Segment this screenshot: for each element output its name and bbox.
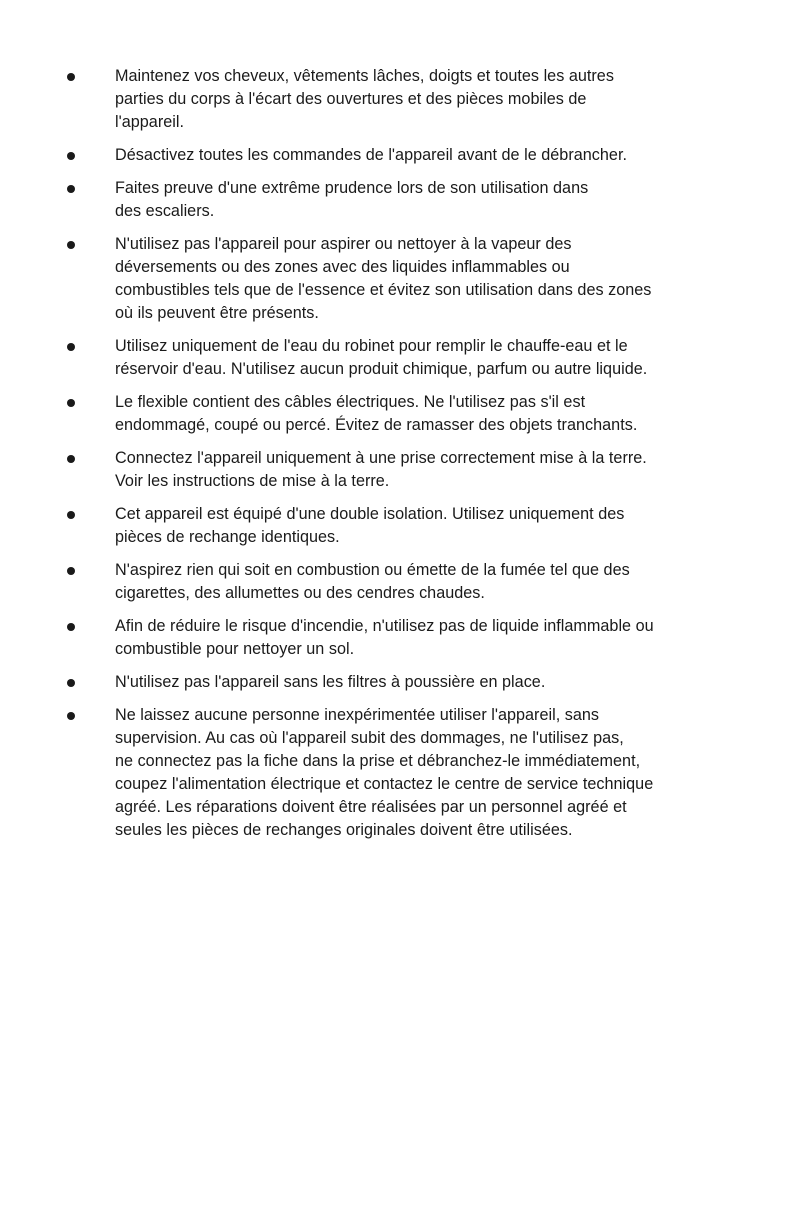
safety-instruction-item [0, 503, 793, 549]
bullet-icon [67, 455, 75, 463]
safety-instruction-text: Faites preuve d'une extrême prudence lors de son utilisation dans des escaliers. [115, 179, 589, 220]
safety-instruction-text: Utilisez uniquement de l'eau du robinet pour remplir le chauffe-eau et le réservoir d'eau. N'utilisez aucun produit chimique, parfum ou autre liquide. [115, 337, 648, 378]
bullet-icon [67, 399, 75, 407]
safety-instruction-item [0, 144, 793, 167]
safety-instruction-text: Connectez l'appareil uniquement à une prise correctement mise à la terre. Voir les instructions de mise à la terre. [115, 449, 647, 490]
bullet-icon [67, 152, 75, 160]
safety-instruction-item [0, 65, 793, 134]
safety-instruction-text: N'utilisez pas l'appareil pour aspirer ou nettoyer à la vapeur des déversements ou des zones avec des liquides inflammables ou combustibles tels que de l'essence et évitez son utilisation dans des zones où ils peuvent être présents. [115, 235, 652, 322]
bullet-icon [67, 712, 75, 720]
safety-instruction-text: Afin de réduire le risque d'incendie, n'utilisez pas de liquide inflammable ou combustible pour nettoyer un sol. [115, 617, 654, 658]
safety-instruction-text: Ne laissez aucune personne inexpérimentée utiliser l'appareil, sans supervision. Au cas où l'appareil subit des dommages, ne l'utilisez pas, ne connectez pas la fiche dans la prise et débranchez-le immédiatement, coupez l'alimentation électrique et contactez le centre de service technique agréé. Les réparations doivent être réalisées par un personnel agréé et seules les pièces de rechanges originales doivent être utilisées. [115, 706, 654, 839]
safety-instruction-item [0, 335, 793, 381]
bullet-icon [67, 623, 75, 631]
safety-instruction-item [0, 671, 793, 694]
safety-instruction-item [0, 233, 793, 325]
safety-instruction-text: N'aspirez rien qui soit en combustion ou émette de la fumée tel que des cigarettes, des allumettes ou des cendres chaudes. [115, 561, 630, 602]
safety-instruction-item [0, 177, 793, 223]
safety-instruction-item [0, 447, 793, 493]
safety-instruction-text: Cet appareil est équipé d'une double isolation. Utilisez uniquement des pièces de rechange identiques. [115, 505, 625, 546]
bullet-icon [67, 241, 75, 249]
safety-instruction-item [0, 704, 793, 842]
bullet-icon [67, 511, 75, 519]
safety-instructions-list [0, 65, 793, 852]
safety-instruction-text: Le flexible contient des câbles électriques. Ne l'utilisez pas s'il est endommagé, coupé ou percé. Évitez de ramasser des objets tranchants. [115, 393, 638, 434]
safety-instruction-text: Désactivez toutes les commandes de l'appareil avant de le débrancher. [115, 146, 627, 164]
safety-instruction-item [0, 559, 793, 605]
safety-instruction-item [0, 391, 793, 437]
bullet-icon [67, 567, 75, 575]
bullet-icon [67, 343, 75, 351]
safety-instruction-text: Maintenez vos cheveux, vêtements lâches, doigts et toutes les autres parties du corps à l'écart des ouvertures et des pièces mobiles de l'appareil. [115, 67, 614, 131]
bullet-icon [67, 185, 75, 193]
bullet-icon [67, 73, 75, 81]
safety-instruction-item [0, 615, 793, 661]
safety-instruction-text: N'utilisez pas l'appareil sans les filtres à poussière en place. [115, 673, 546, 691]
bullet-icon [67, 679, 75, 687]
